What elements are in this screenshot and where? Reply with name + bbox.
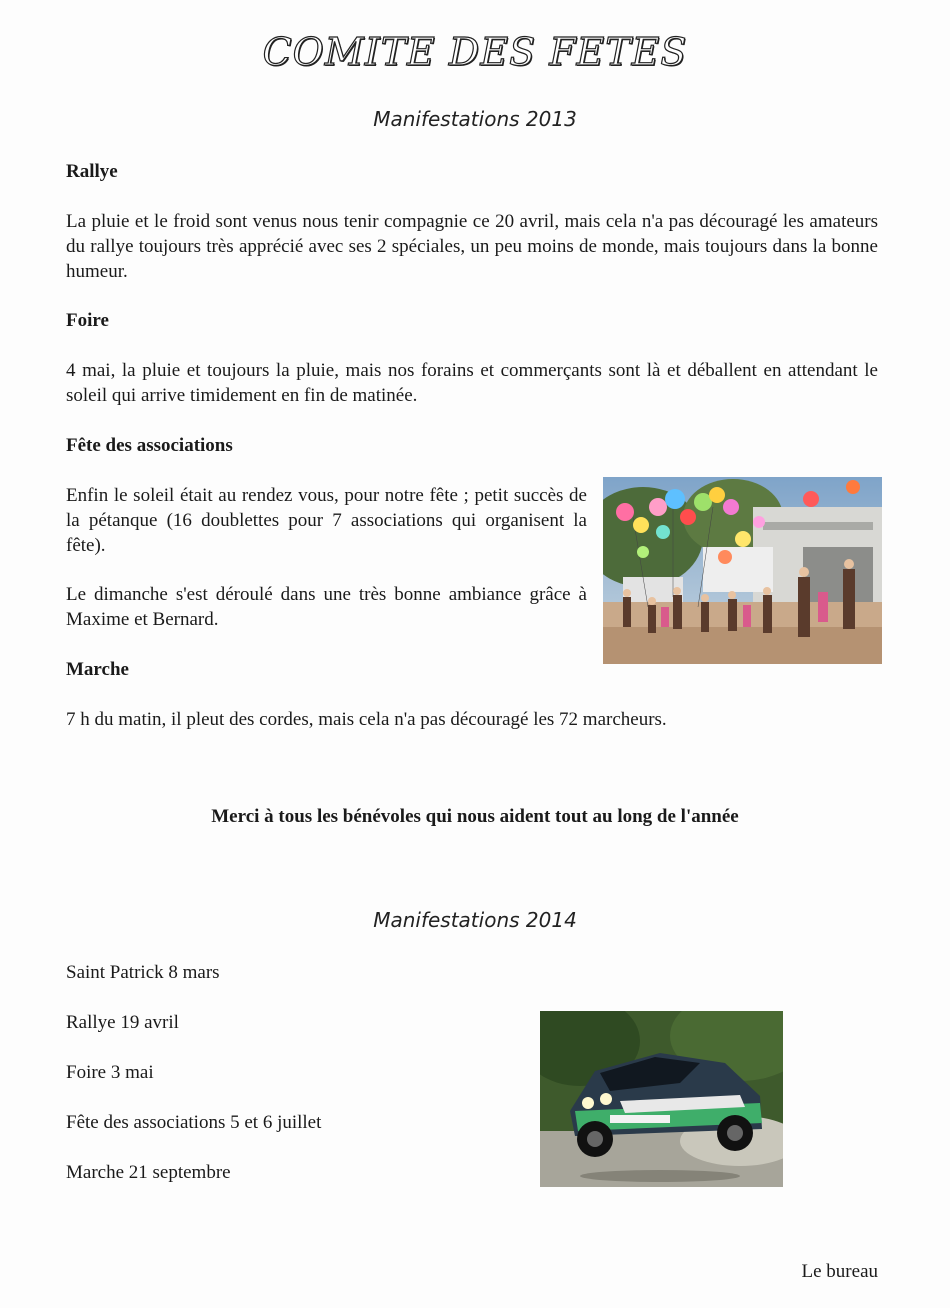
event-item: Marche 21 septembre xyxy=(66,1162,231,1183)
signature: Le bureau xyxy=(801,1261,878,1282)
heading-foire: Foire xyxy=(66,310,109,331)
heading-fete-associations: Fête des associations xyxy=(66,435,233,456)
paragraph-fete-1: Enfin le soleil était au rendez vous, pour notre fête ; petit succès de la pétanque (16 doublettes pour 7 associations qui organisent la fête). xyxy=(66,485,587,556)
heading-marche: Marche xyxy=(66,659,129,680)
balloons-photo xyxy=(603,477,882,664)
event-item: Rallye 19 avril xyxy=(66,1012,179,1033)
event-item: Foire 3 mai xyxy=(66,1062,154,1083)
paragraph-rallye: La pluie et le froid sont venus nous tenir compagnie ce 20 avril, mais cela n'a pas découragé les amateurs du rallye toujours très apprécié avec ses 2 spéciales, un peu moins de monde, mais toujours dans la bonne humeur. xyxy=(66,211,878,282)
subtitle-2013: Manifestations 2013 xyxy=(373,107,577,131)
paragraph-foire: 4 mai, la pluie et toujours la pluie, mais nos forains et commerçants sont là et déballent en attendant le soleil qui arrive timidement en fin de matinée. xyxy=(66,360,878,406)
thanks-message: Merci à tous les bénévoles qui nous aident tout au long de l'année xyxy=(211,806,739,827)
paragraph-marche: 7 h du matin, il pleut des cordes, mais cela n'a pas découragé les 72 marcheurs. xyxy=(66,709,667,730)
rally-car-photo xyxy=(540,1011,783,1187)
paragraph-fete-2: Le dimanche s'est déroulé dans une très bonne ambiance grâce à Maxime et Bernard. xyxy=(66,584,587,630)
page-title: COMITE DES FETES xyxy=(262,30,688,74)
event-item: Fête des associations 5 et 6 juillet xyxy=(66,1112,322,1133)
heading-rallye: Rallye xyxy=(66,161,118,182)
event-item: Saint Patrick 8 mars xyxy=(66,962,220,983)
subtitle-2014: Manifestations 2014 xyxy=(373,908,577,932)
